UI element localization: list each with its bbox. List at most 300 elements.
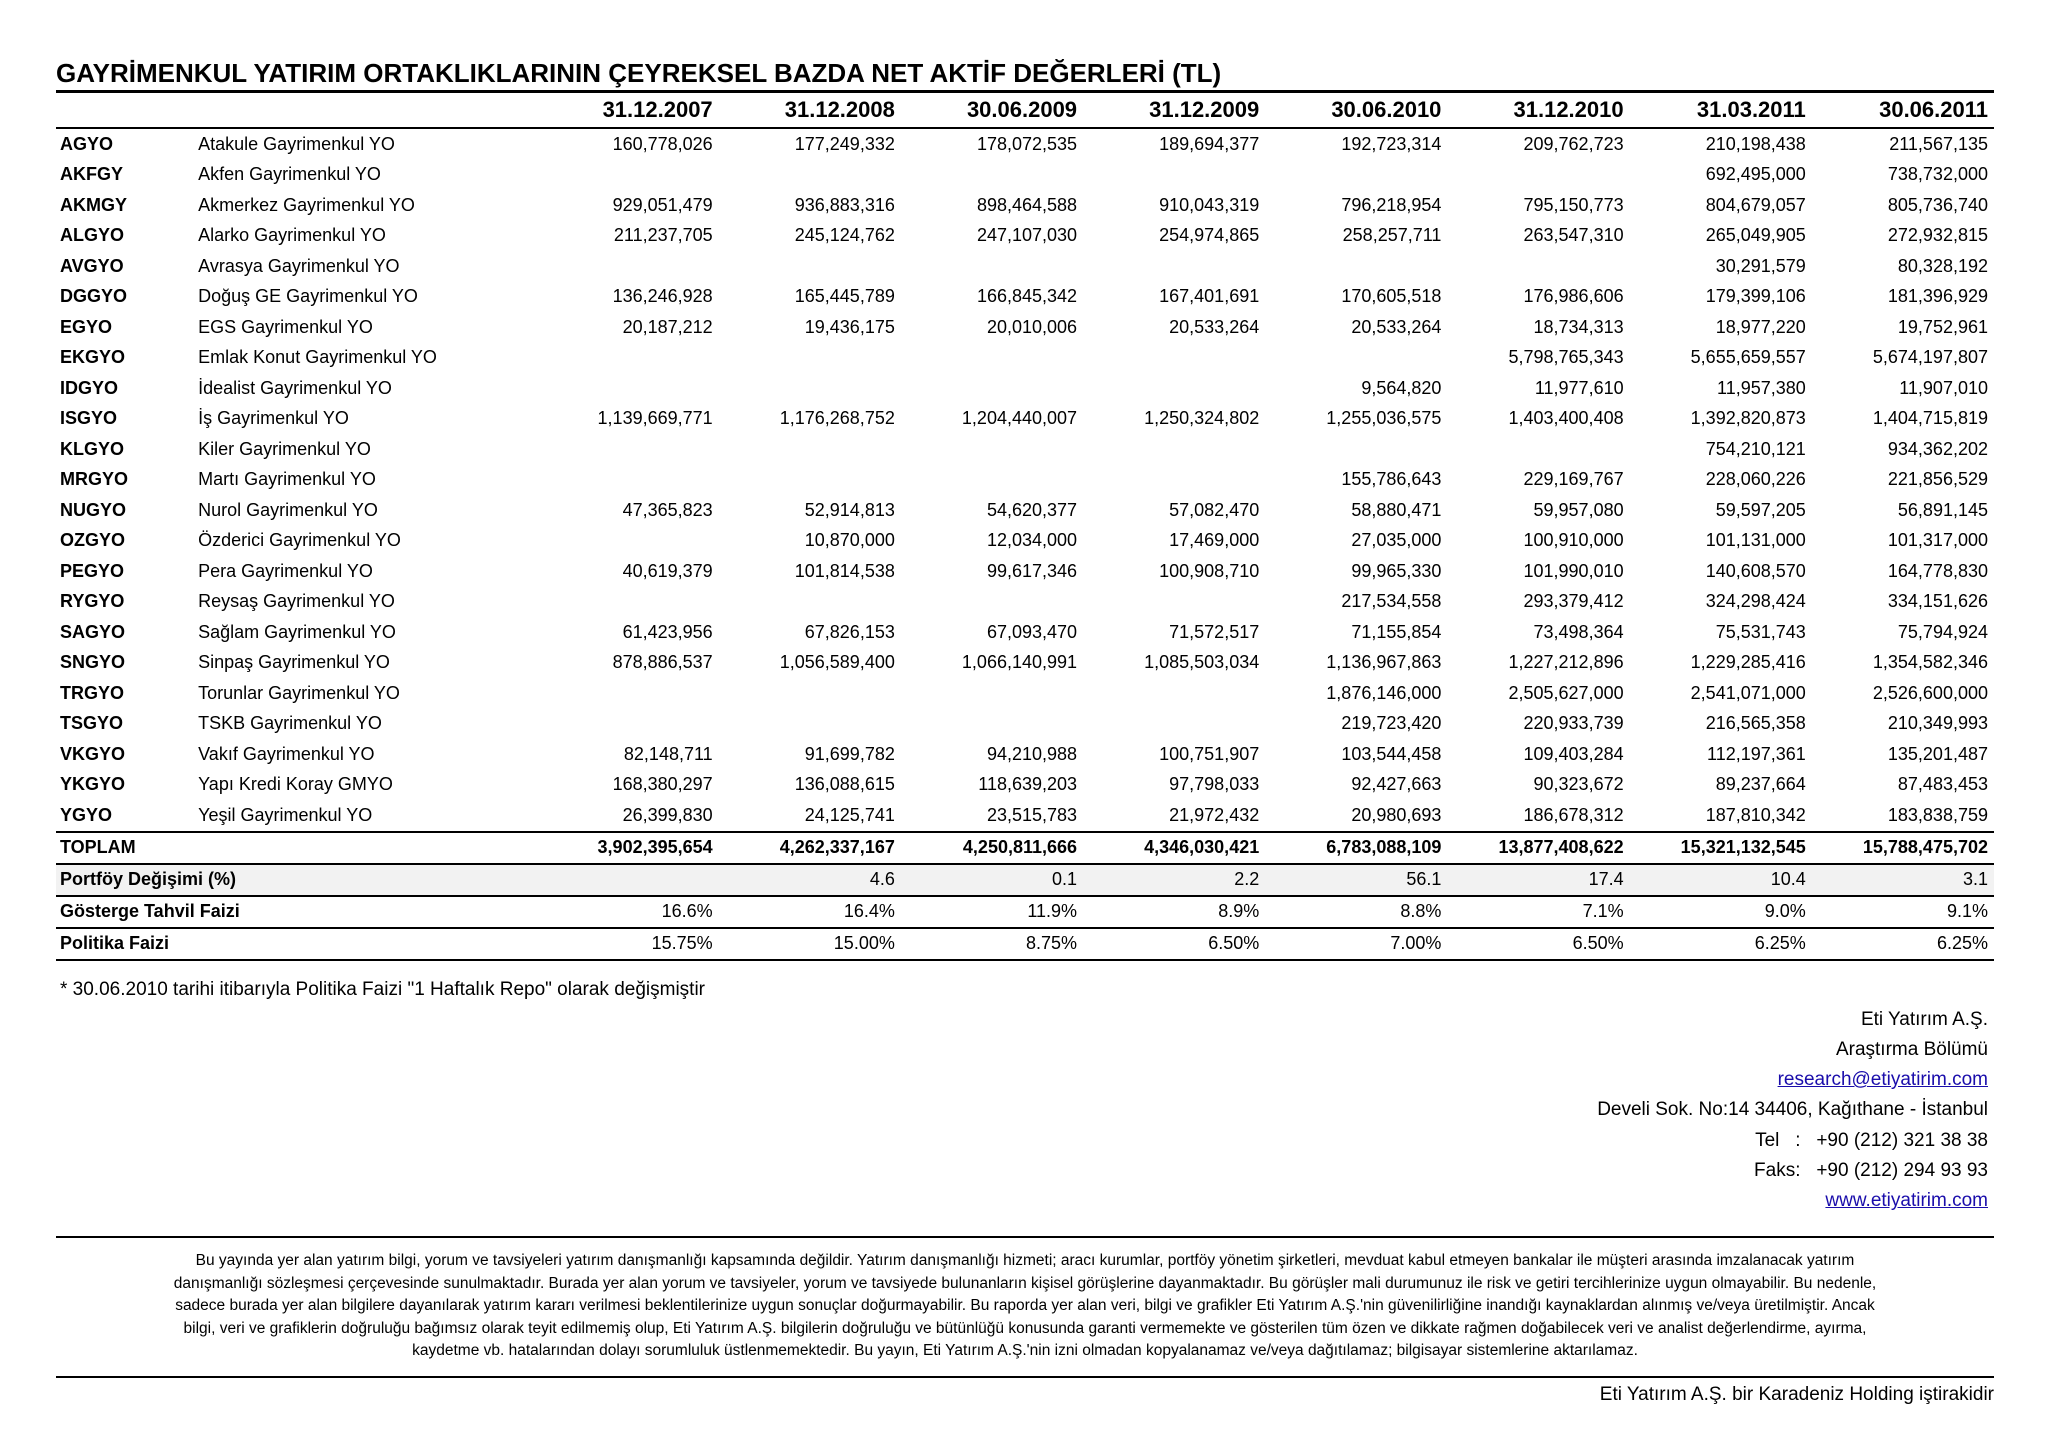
value-cell	[536, 709, 718, 740]
total-value: 6,783,088,109	[1265, 832, 1447, 864]
value-cell: 101,317,000	[1887, 530, 1988, 551]
value-cell	[536, 251, 718, 282]
value-cell	[1083, 251, 1265, 282]
value-cell: 254,974,865	[1159, 225, 1260, 246]
value-cell: 87,483,453	[1897, 774, 1988, 795]
value-cell: 112,197,361	[1707, 743, 1806, 764]
disclaimer-line: danışmanlığı sözleşmesi çerçevesinde sunulmaktadır. Burada yer alan yorum ve tavsiyeler, yorum ve tavsiyede bulunanların kişisel görüşlerine dayanmaktadır. Bu görüşler mali durumunuz ile risk ve getiri tercihlerinize uygun olmayabilir. Bu nedenle,	[173, 1274, 1877, 1292]
website-link[interactable]: www.etiyatirim.com	[1825, 1190, 1988, 1212]
summary-label: Gösterge Tahvil Faizi	[56, 896, 536, 928]
value-cell: 5,798,765,343	[1508, 347, 1624, 368]
disclaimer-line: Bu yayında yer alan yatırım bilgi, yorum ve tavsiyeleri yatırım danışmanlığı kapsamında değildir. Yatırım danışmanlığı hizmeti; aracı kurumlar, portföy yönetim şirketleri, mevduat kabul etmeyen bankalar ile müşteri arasında imzalanacak yatırım	[195, 1252, 1855, 1269]
table-row	[56, 373, 1994, 404]
disclaimer-bottom-rule	[56, 1376, 1994, 1378]
contact-block	[56, 1005, 1994, 1217]
value-cell	[719, 587, 901, 618]
value-cell: 293,379,412	[1523, 591, 1624, 612]
column-header: 30.06.2011	[1812, 92, 1994, 129]
value-cell	[719, 678, 901, 709]
table-row	[56, 709, 1994, 740]
company-name: Özderici Gayrimenkul YO	[198, 530, 401, 551]
value-cell: 47,365,823	[622, 499, 713, 520]
value-cell: 91,699,782	[804, 743, 895, 764]
value-cell: 5,674,197,807	[1872, 347, 1988, 368]
value-cell	[1447, 434, 1629, 465]
summary-value: 15.00%	[719, 928, 901, 960]
table-row	[56, 495, 1994, 526]
summary-value: 7.00%	[1265, 928, 1447, 960]
value-cell	[901, 434, 1083, 465]
table-row	[56, 128, 1994, 160]
table-row	[56, 587, 1994, 618]
total-blank	[198, 832, 536, 864]
value-cell: 1,204,440,007	[961, 408, 1078, 429]
value-cell: 67,826,153	[804, 621, 895, 642]
value-cell	[901, 678, 1083, 709]
address: Develi Sok. No:14 34406, Kağıthane - İstanbul	[1597, 1099, 1988, 1121]
value-cell: 265,049,905	[1705, 225, 1806, 246]
value-cell: 54,620,377	[986, 499, 1078, 520]
disclaimer-line: sadece burada yer alan bilgilere dayanılarak yatırım kararı verilmesi beklentilerinize uygun sonuçlar doğurmayabilir. Bu raporda yer alan veri, bilgi ve grafikler Eti Yatırım A.Ş.'nin güvenilirliğine inandığı kaynaklardan alınmış ve/veya üretilmiştir. Ancak	[175, 1297, 1875, 1314]
value-cell: 692,495,000	[1705, 164, 1806, 185]
value-cell: 61,423,956	[622, 621, 713, 642]
value-cell: 910,043,319	[1159, 194, 1260, 215]
value-cell: 160,778,026	[612, 133, 713, 154]
value-cell	[1083, 343, 1265, 374]
value-cell	[901, 465, 1083, 496]
company-name: EGS Gayrimenkul YO	[198, 316, 373, 337]
value-cell: 263,547,310	[1523, 225, 1624, 246]
value-cell	[719, 373, 901, 404]
value-cell: 80,328,192	[1897, 255, 1988, 276]
company-name: Avrasya Gayrimenkul YO	[198, 255, 400, 276]
value-cell	[1083, 678, 1265, 709]
value-cell	[901, 343, 1083, 374]
value-cell: 796,218,954	[1341, 194, 1442, 215]
value-cell: 754,210,121	[1705, 438, 1806, 459]
ticker-code: TSGYO	[60, 713, 124, 734]
value-cell: 23,515,783	[986, 804, 1078, 825]
value-cell: 189,694,377	[1159, 133, 1260, 154]
summary-value: 9.1%	[1812, 896, 1994, 928]
ticker-code: EKGYO	[60, 347, 126, 368]
ticker-code: ISGYO	[60, 408, 118, 429]
ticker-code: NUGYO	[60, 499, 127, 520]
value-cell: 99,617,346	[986, 560, 1078, 581]
value-cell: 168,380,297	[612, 774, 713, 795]
value-cell	[1083, 434, 1265, 465]
value-cell	[901, 373, 1083, 404]
summary-value: 11.9%	[901, 896, 1083, 928]
column-header: 31.12.2008	[719, 92, 901, 129]
value-cell	[536, 160, 718, 191]
value-cell: 878,886,537	[612, 652, 713, 673]
value-cell	[1083, 373, 1265, 404]
summary-value: 4.6	[719, 864, 901, 896]
value-cell	[536, 343, 718, 374]
table-row	[56, 526, 1994, 557]
value-cell: 1,227,212,896	[1508, 652, 1624, 673]
summary-value: 8.75%	[901, 928, 1083, 960]
header-row	[56, 92, 1994, 129]
value-cell	[536, 373, 718, 404]
disclaimer-line: bilgi, veri ve grafiklerin doğruluğu bağımsız olarak teyit edilmemiş olup, Eti Yatırım A.Ş. bilgilerin doğruluğu ve bütünlüğü konusunda garanti vermemekte ve gösterilen tüm özen ve dikkate rağmen doğabilecek veri ve analist değerlendirme, ayırma,	[183, 1319, 1867, 1337]
value-cell: 1,066,140,991	[961, 652, 1078, 673]
total-value: 4,346,030,421	[1083, 832, 1265, 864]
value-cell: 220,933,739	[1523, 713, 1624, 734]
table-row	[56, 800, 1994, 832]
summary-row	[56, 928, 1994, 960]
company-name: Sinpaş Gayrimenkul YO	[198, 652, 390, 673]
value-cell: 936,883,316	[794, 194, 895, 215]
value-cell: 71,155,854	[1351, 621, 1442, 642]
summary-value: 15.75%	[536, 928, 718, 960]
nav-table	[56, 90, 1994, 961]
value-cell	[536, 434, 718, 465]
summary-value: 9.0%	[1630, 896, 1812, 928]
value-cell: 19,752,961	[1897, 316, 1988, 337]
value-cell: 136,246,928	[612, 286, 713, 307]
company-name: Doğuş GE Gayrimenkul YO	[198, 286, 418, 307]
value-cell: 20,533,264	[1351, 316, 1442, 337]
value-cell: 898,464,588	[976, 194, 1078, 215]
column-header: 30.06.2009	[901, 92, 1083, 129]
value-cell	[719, 251, 901, 282]
total-value: 15,788,475,702	[1812, 832, 1994, 864]
table-row	[56, 678, 1994, 709]
value-cell: 24,125,741	[804, 804, 895, 825]
disclaimer-top-rule	[56, 1236, 1994, 1238]
value-cell: 1,176,268,752	[779, 408, 895, 429]
header-blank	[56, 92, 198, 129]
total-label: TOPLAM	[56, 832, 198, 864]
value-cell: 20,980,693	[1351, 804, 1442, 825]
company-name: Yapı Kredi Koray GMYO	[198, 774, 393, 795]
table-row	[56, 770, 1994, 801]
company-name: Akmerkez Gayrimenkul YO	[198, 194, 415, 215]
fax-row	[56, 1156, 1988, 1186]
phone-number: +90 (212) 321 38 38	[1816, 1129, 1988, 1151]
value-cell: 1,085,503,034	[1144, 652, 1260, 673]
company-name: Martı Gayrimenkul YO	[198, 469, 376, 490]
value-cell	[536, 678, 718, 709]
value-cell: 1,229,285,416	[1690, 652, 1806, 673]
value-cell: 57,082,470	[1169, 499, 1260, 520]
value-cell	[1447, 160, 1629, 191]
value-cell: 228,060,226	[1705, 469, 1806, 490]
summary-value: 16.4%	[719, 896, 901, 928]
value-cell: 219,723,420	[1341, 713, 1442, 734]
table-body	[56, 128, 1994, 960]
value-cell: 92,427,663	[1351, 774, 1442, 795]
summary-value: 6.25%	[1630, 928, 1812, 960]
report-page	[56, 56, 1994, 1217]
company-name: Kiler Gayrimenkul YO	[198, 438, 371, 459]
value-cell: 82,148,711	[623, 743, 713, 764]
page-title: GAYRİMENKUL YATIRIM ORTAKLIKLARININ ÇEYREKSEL BAZDA NET AKTİF DEĞERLERİ (TL)	[56, 58, 1222, 88]
value-cell: 324,298,424	[1705, 591, 1806, 612]
value-cell: 192,723,314	[1341, 133, 1442, 154]
value-cell	[1083, 587, 1265, 618]
value-cell: 27,035,000	[1351, 530, 1442, 551]
company-name: Atakule Gayrimenkul YO	[198, 133, 395, 154]
value-cell: 2,526,600,000	[1872, 682, 1988, 703]
summary-value: 8.9%	[1083, 896, 1265, 928]
value-cell: 71,572,517	[1169, 621, 1260, 642]
table-row	[56, 190, 1994, 221]
value-cell	[1083, 160, 1265, 191]
value-cell: 187,810,342	[1705, 804, 1806, 825]
ticker-code: AGYO	[60, 133, 114, 154]
value-cell: 217,534,558	[1341, 591, 1442, 612]
value-cell	[901, 160, 1083, 191]
value-cell: 155,786,643	[1341, 469, 1442, 490]
summary-value: 56.1	[1265, 864, 1447, 896]
policy-rate-note: * 30.06.2010 tarihi itibarıyla Politika Faizi "1 Haftalık Repo" olarak değişmiştir	[60, 978, 706, 1000]
value-cell	[1083, 465, 1265, 496]
company-name: Akfen Gayrimenkul YO	[198, 164, 381, 185]
column-header: 31.03.2011	[1630, 92, 1812, 129]
value-cell	[901, 251, 1083, 282]
value-cell: 247,107,030	[976, 225, 1078, 246]
email-link[interactable]: research@etiyatirim.com	[1777, 1069, 1988, 1091]
ticker-code: PEGYO	[60, 560, 125, 581]
value-cell: 211,237,705	[613, 225, 713, 246]
value-cell: 221,856,529	[1887, 469, 1988, 490]
value-cell: 1,136,967,863	[1326, 652, 1442, 673]
column-header: 31.12.2009	[1083, 92, 1265, 129]
summary-value	[536, 864, 718, 896]
value-cell: 9,564,820	[1361, 377, 1442, 398]
value-cell: 183,838,759	[1887, 804, 1988, 825]
summary-value: 0.1	[901, 864, 1083, 896]
table-row	[56, 648, 1994, 679]
value-cell: 11,907,010	[1899, 377, 1988, 398]
value-cell	[719, 343, 901, 374]
table-row	[56, 251, 1994, 282]
total-value: 4,250,811,666	[901, 832, 1083, 864]
fax-label: Faks:	[1754, 1159, 1801, 1181]
value-cell: 929,051,479	[612, 194, 713, 215]
table-row	[56, 556, 1994, 587]
header-blank	[198, 92, 536, 129]
table-row	[56, 282, 1994, 313]
value-cell: 166,845,342	[976, 286, 1078, 307]
summary-value: 8.8%	[1265, 896, 1447, 928]
company-name: Emlak Konut Gayrimenkul YO	[198, 347, 437, 368]
summary-label: Politika Faizi	[56, 928, 536, 960]
summary-value: 3.1	[1812, 864, 1994, 896]
value-cell	[536, 526, 718, 557]
value-cell: 1,056,589,400	[779, 652, 895, 673]
value-cell: 795,150,773	[1523, 194, 1624, 215]
company-name: İdealist Gayrimenkul YO	[198, 377, 392, 398]
value-cell: 258,257,711	[1342, 225, 1442, 246]
total-row	[56, 832, 1994, 864]
value-cell: 1,876,146,000	[1326, 682, 1442, 703]
table-row	[56, 343, 1994, 374]
value-cell: 19,436,175	[804, 316, 895, 337]
value-cell: 210,198,438	[1705, 133, 1806, 154]
value-cell: 170,605,518	[1341, 286, 1442, 307]
value-cell	[1083, 709, 1265, 740]
value-cell: 804,679,057	[1705, 194, 1806, 215]
value-cell: 272,932,815	[1887, 225, 1988, 246]
value-cell: 167,401,691	[1159, 286, 1260, 307]
ticker-code: AVGYO	[60, 255, 124, 276]
ticker-code: OZGYO	[60, 530, 126, 551]
value-cell	[1447, 251, 1629, 282]
value-cell	[901, 709, 1083, 740]
value-cell: 210,349,993	[1887, 713, 1988, 734]
value-cell: 186,678,312	[1523, 804, 1624, 825]
value-cell: 1,404,715,819	[1872, 408, 1988, 429]
value-cell: 738,732,000	[1887, 164, 1988, 185]
summary-value: 10.4	[1630, 864, 1812, 896]
value-cell: 99,965,330	[1351, 560, 1442, 581]
summary-row	[56, 864, 1994, 896]
company-name: Reysaş Gayrimenkul YO	[198, 591, 395, 612]
value-cell: 18,734,313	[1533, 316, 1624, 337]
company-name: Pera Gayrimenkul YO	[198, 560, 373, 581]
value-cell: 178,072,535	[976, 133, 1078, 154]
value-cell	[719, 465, 901, 496]
table-row	[56, 739, 1994, 770]
value-cell: 20,533,264	[1169, 316, 1260, 337]
value-cell: 52,914,813	[804, 499, 895, 520]
value-cell: 140,608,570	[1705, 560, 1806, 581]
value-cell: 30,291,579	[1715, 255, 1806, 276]
value-cell: 934,362,202	[1887, 438, 1988, 459]
value-cell: 1,139,669,771	[597, 408, 713, 429]
value-cell: 101,814,538	[794, 560, 895, 581]
summary-value: 7.1%	[1447, 896, 1629, 928]
company-name: Alarko Gayrimenkul YO	[198, 225, 386, 246]
value-cell: 334,151,626	[1887, 591, 1988, 612]
ticker-code: YGYO	[60, 804, 113, 825]
value-cell: 12,034,000	[986, 530, 1078, 551]
value-cell: 805,736,740	[1887, 194, 1988, 215]
value-cell: 1,403,400,408	[1508, 408, 1624, 429]
value-cell: 20,187,212	[622, 316, 713, 337]
total-value: 15,321,132,545	[1630, 832, 1812, 864]
ticker-code: TRGYO	[60, 682, 125, 703]
value-cell: 2,541,071,000	[1690, 682, 1806, 703]
value-cell: 136,088,615	[794, 774, 895, 795]
phone-row	[56, 1126, 1988, 1156]
fax-number: +90 (212) 294 93 93	[1816, 1159, 1988, 1181]
value-cell	[719, 434, 901, 465]
value-cell: 135,201,487	[1887, 743, 1988, 764]
value-cell: 67,093,470	[986, 621, 1078, 642]
value-cell: 58,880,471	[1351, 499, 1442, 520]
summary-value: 17.4	[1447, 864, 1629, 896]
value-cell: 75,531,743	[1715, 621, 1806, 642]
ticker-code: DGGYO	[60, 286, 128, 307]
value-cell: 97,798,033	[1169, 774, 1260, 795]
value-cell: 2,505,627,000	[1508, 682, 1624, 703]
value-cell: 209,762,723	[1523, 133, 1624, 154]
value-cell: 100,751,907	[1159, 743, 1260, 764]
disclaimer-text	[56, 1250, 1994, 1363]
value-cell: 18,977,220	[1715, 316, 1806, 337]
company-name: Yeşil Gayrimenkul YO	[198, 804, 373, 825]
value-cell: 11,957,380	[1717, 377, 1806, 398]
value-cell: 59,597,205	[1715, 499, 1806, 520]
ticker-code: ALGYO	[60, 225, 125, 246]
value-cell: 118,639,203	[978, 774, 1078, 795]
total-value: 3,902,395,654	[536, 832, 718, 864]
value-cell	[719, 709, 901, 740]
phone-label: Tel :	[1755, 1129, 1801, 1151]
company-name: TSKB Gayrimenkul YO	[198, 713, 382, 734]
ticker-code: VKGYO	[60, 743, 126, 764]
value-cell: 109,403,284	[1523, 743, 1624, 764]
value-cell: 211,567,135	[1889, 133, 1988, 154]
value-cell: 101,131,000	[1705, 530, 1806, 551]
value-cell: 11,977,610	[1534, 377, 1624, 398]
value-cell: 229,169,767	[1523, 469, 1624, 490]
value-cell	[719, 160, 901, 191]
value-cell: 94,210,988	[986, 743, 1078, 764]
table-row	[56, 221, 1994, 252]
ticker-code: EGYO	[60, 316, 113, 337]
company-name: Vakıf Gayrimenkul YO	[198, 743, 375, 764]
company-name: İş Gayrimenkul YO	[198, 408, 349, 429]
value-cell: 103,544,458	[1341, 743, 1442, 764]
value-cell: 216,565,358	[1705, 713, 1806, 734]
table-row	[56, 404, 1994, 435]
column-header: 31.12.2010	[1447, 92, 1629, 129]
ticker-code: AKMGY	[60, 194, 127, 215]
value-cell: 1,255,036,575	[1326, 408, 1442, 429]
summary-label: Portföy Değişimi (%)	[56, 864, 536, 896]
value-cell	[1265, 251, 1447, 282]
ticker-code: AKFGY	[60, 164, 123, 185]
value-cell: 56,891,145	[1897, 499, 1988, 520]
value-cell	[536, 587, 718, 618]
summary-value: 6.25%	[1812, 928, 1994, 960]
ticker-code: MRGYO	[60, 469, 129, 490]
department-name: Araştırma Bölümü	[1835, 1038, 1988, 1060]
company-name: Nurol Gayrimenkul YO	[198, 499, 378, 520]
summary-row	[56, 896, 1994, 928]
value-cell: 245,124,762	[794, 225, 895, 246]
value-cell: 59,957,080	[1533, 499, 1624, 520]
summary-value: 2.2	[1083, 864, 1265, 896]
value-cell: 20,010,006	[986, 316, 1078, 337]
disclaimer-line: kaydetme vb. hatalarından dolayı sorumluluk üstlenmemektedir. Bu yayın, Eti Yatırım A.Ş.'nin izni olmadan kopyalanamaz ve/veya dağıtılamaz; bilgisayar sistemlerine aktarılamaz.	[412, 1342, 1638, 1359]
value-cell: 90,323,672	[1533, 774, 1624, 795]
value-cell: 21,972,432	[1169, 804, 1260, 825]
value-cell	[536, 465, 718, 496]
value-cell: 1,392,820,873	[1690, 408, 1806, 429]
summary-value: 6.50%	[1083, 928, 1265, 960]
value-cell: 176,986,606	[1523, 286, 1624, 307]
summary-value: 6.50%	[1447, 928, 1629, 960]
value-cell: 75,794,924	[1897, 621, 1988, 642]
value-cell: 10,870,000	[804, 530, 895, 551]
value-cell: 40,619,379	[622, 560, 713, 581]
value-cell: 101,990,010	[1523, 560, 1624, 581]
ticker-code: RYGYO	[60, 591, 125, 612]
value-cell	[1265, 343, 1447, 374]
value-cell: 89,237,664	[1715, 774, 1806, 795]
table-row	[56, 617, 1994, 648]
value-cell: 181,396,929	[1887, 286, 1988, 307]
value-cell	[901, 587, 1083, 618]
table-row	[56, 160, 1994, 191]
